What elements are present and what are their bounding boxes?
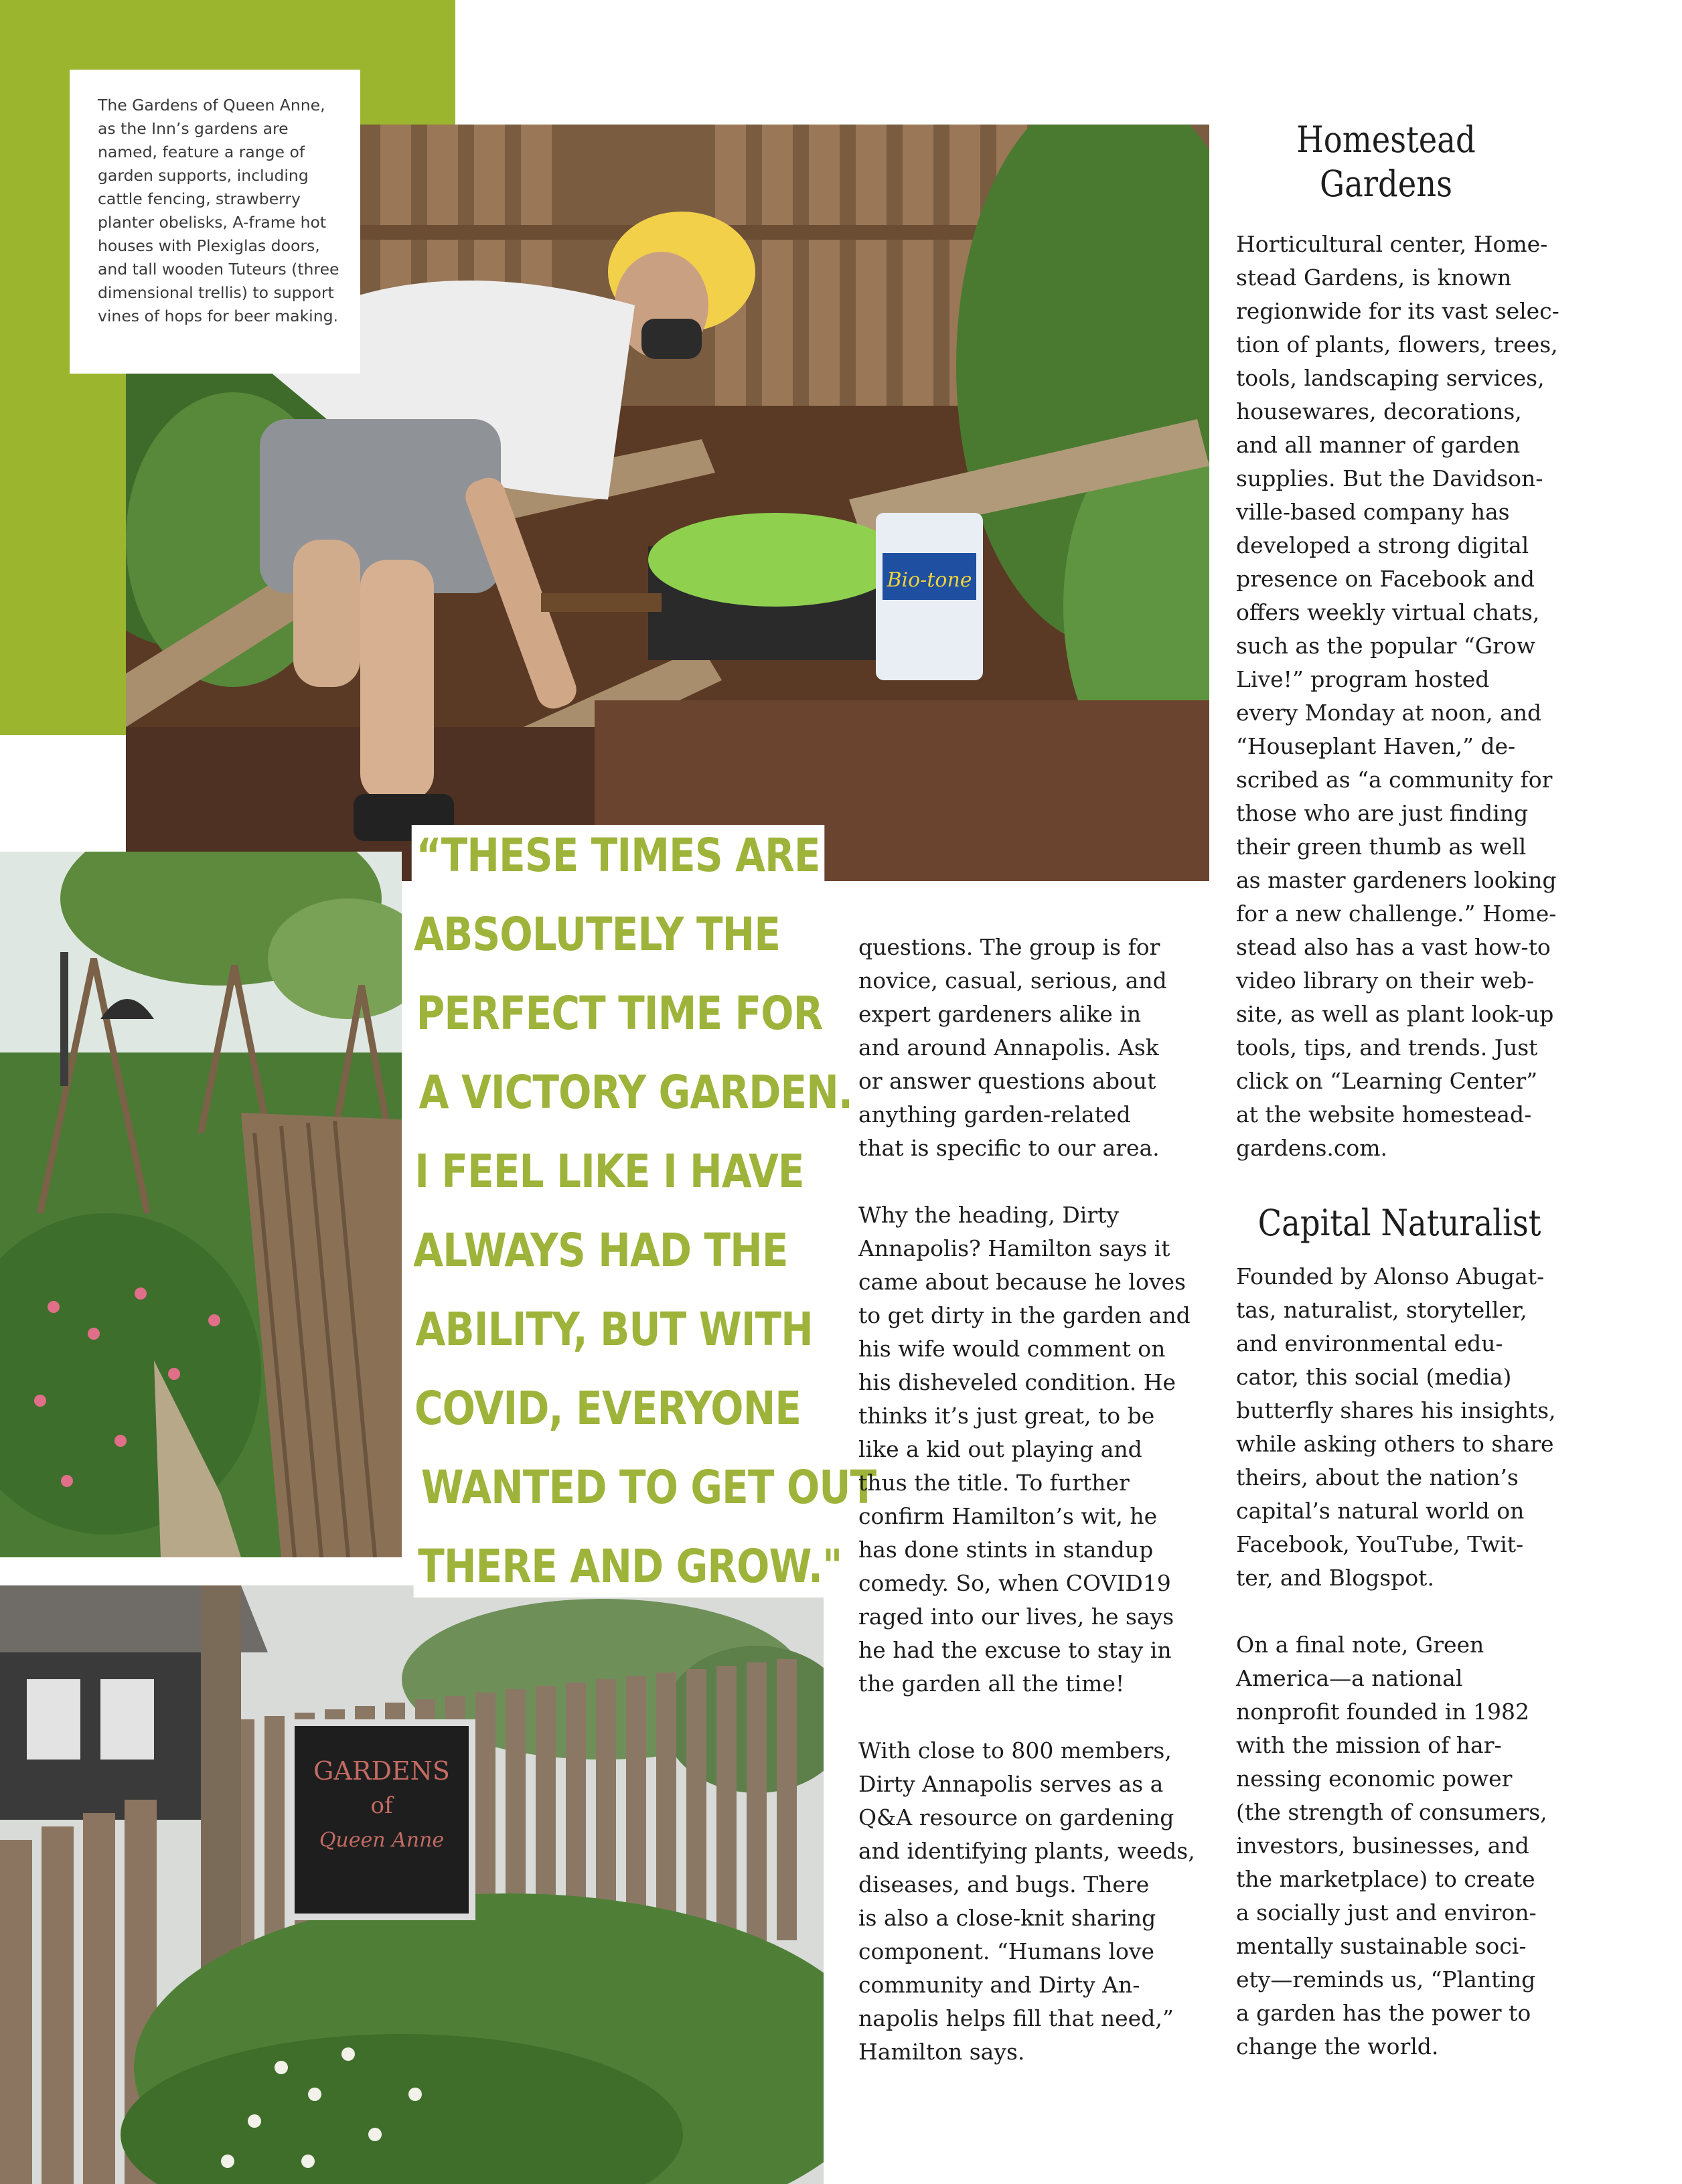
body-paragraph: questions. The group is for novice, casual, serious, and expert gardeners alike in and around Annapolis. Ask or answer questions about anything garden-related that is specific to our area.: [858, 934, 1167, 1161]
heading-capital-naturalist: [1205, 1201, 1594, 1245]
photo-gardens-sign: [0, 1585, 824, 2184]
heading-homestead-gardens: [1245, 118, 1527, 206]
pull-quote-line: COVID, EVERYONE: [410, 1378, 806, 1439]
pull-quote-line: “THESE TIMES ARE: [412, 825, 825, 886]
sign-line-of: of: [370, 1792, 393, 1819]
sign-line-queen-anne: Queen Anne: [319, 1828, 445, 1852]
photo-garden-fence-obelisks: [0, 852, 402, 1557]
photo-caption: The Gardens of Queen Anne, as the Inn’s gardens are named, feature a range of garden supports, including cattle fencing, strawberry planter obelisks, A-frame hot houses with Plexiglas doors, and tall wooden Tuteurs (three dimensional trellis) to support vines of hops for beer making.: [98, 96, 339, 325]
body-paragraph: Why the heading, Dirty Annapolis? Hamilton says it came about because he loves to get dirty in the garden and his wife would comment on his disheveled condition. He thinks it’s just great, to be like a kid out playing and thus the title. To further confirm Hamilton’s wit, he has done stints in standup comedy. So, when COVID19 raged into our lives, he says he had the excuse to stay in the garden all the time!: [858, 1202, 1191, 1697]
sign-line-gardens: GARDENS: [313, 1756, 450, 1786]
photo-caption-box: [70, 70, 360, 374]
pull-quote-line: ABSOLUTELY THE: [410, 904, 785, 965]
pull-quote-line: A VICTORY GARDEN.: [414, 1062, 857, 1123]
heading-line: Homestead: [1296, 119, 1476, 161]
body-paragraph: Founded by Alonso Abugat- tas, naturalist, storyteller, and environmental edu- cator, this social (media) butterfly shares his insights, while asking others to share theirs, about the nation’s capital’s natural world on Facebook, YouTube, Twit- ter, and Blogspot.: [1236, 1263, 1556, 1591]
pull-quote-line: PERFECT TIME FOR: [412, 983, 827, 1044]
heading-line: Capital Naturalist: [1257, 1202, 1541, 1244]
pull-quote: [372, 825, 876, 1615]
body-paragraph: With close to 800 members, Dirty Annapolis serves as a Q&A resource on gardening and identifying plants, weeds, diseases, and bugs. There is also a close-knit sharing component. “Humans love community and Dirty An- napolis helps fill that need,” Hamilton says.: [858, 1737, 1195, 2065]
right-column-homestead: [1236, 228, 1578, 1198]
pull-quote-line: I FEEL LIKE I HAVE: [410, 1141, 809, 1202]
body-paragraph: Horticultural center, Home- stead Gardens, is known regionwide for its vast selec- tion of plants, flowers, trees, tools, landscaping services, housewares, decorations, and all manner of garden supplies. But the Davidson- ville-based company has developed a strong digital presence on Facebook and offers weekly virtual chats, such as the popular “Grow Live!” program hosted every Monday at noon, and “Houseplant Haven,” de- scribed as “a community for those who are just finding their green thumb as well as master gardeners looking for a new challenge.” Home- stead also has a vast how-to video library on their web- site, as well as plant look-up tools, tips, and trends. Just click on “Learning Center” at the website homestead- gardens.com.: [1236, 231, 1559, 1161]
pull-quote-line: THERE AND GROW.": [414, 1536, 847, 1597]
pull-quote-line: ALWAYS HAD THE: [409, 1220, 793, 1281]
pull-quote-line: WANTED TO GET OUT: [416, 1457, 881, 1518]
body-paragraph: On a final note, Green America—a national nonprofit founded in 1982 with the mission of har- nessing economic power (the strength of consumers, investors, businesses, and the marketplace) to create a socially just and environ- mentally sustainable soci- ety—reminds us, “Planting a garden has the power to change the world.: [1236, 1632, 1547, 2059]
bag-label-text: Bio-tone: [887, 568, 972, 592]
heading-line: Gardens: [1320, 163, 1452, 205]
middle-column: [858, 931, 1207, 2102]
pull-quote-line: ABILITY, BUT WITH: [411, 1299, 818, 1360]
right-column-capital: [1236, 1260, 1584, 2097]
